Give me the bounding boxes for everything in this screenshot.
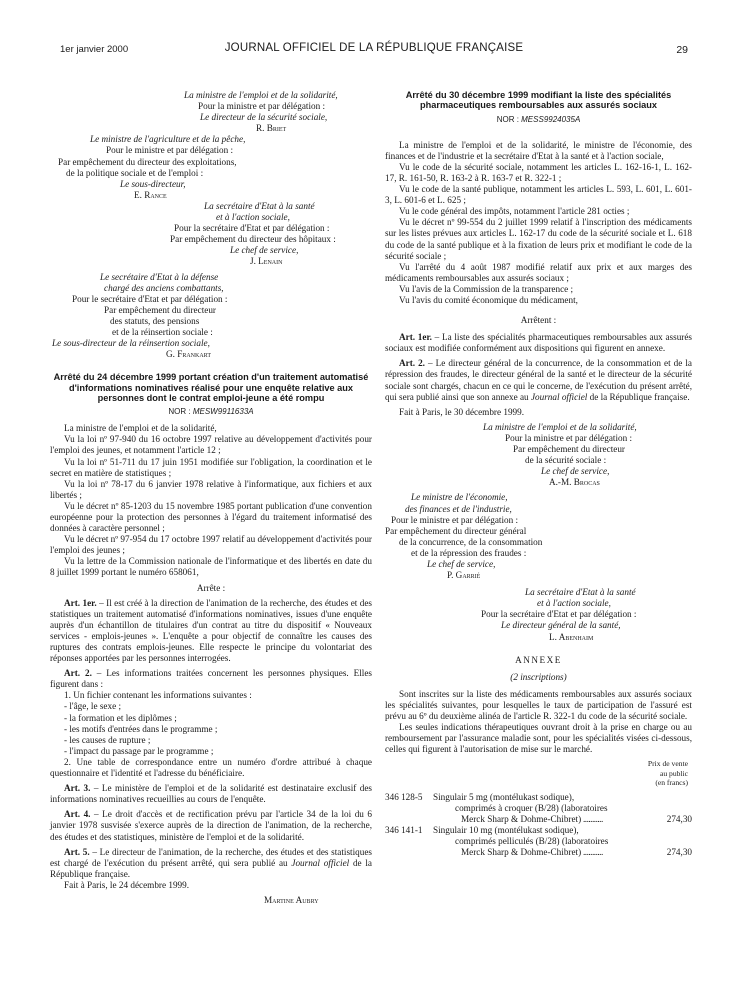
- article-label: Art. 1er.: [64, 597, 97, 608]
- sig-line: La ministre de l'emploi et de la solidarité,: [184, 90, 338, 100]
- sig-line: et de la répression des fraudes :: [411, 547, 527, 558]
- visa: Vu le décret nº 99-554 du 2 juillet 1999 relatif à l'inscription des médicaments sur les listes prévues aux articles L. 162-17 du code de la sécurité sociale et L. 618 du code de la santé publique et à la fixation de leurs prix et modifiant le code de la sécurité sociale ;: [385, 217, 692, 261]
- article-text: – La liste des spécialités pharmaceutiques remboursables aux assurés sociaux est modifiée conformément aux dispositions qui figurent en annexe.: [385, 332, 693, 354]
- nor-label: NOR :: [496, 114, 522, 124]
- product-line: Merck Sharp & Dohme-Chibret): [461, 847, 582, 858]
- sig-line: Pour le secrétaire d'Etat et par délégation :: [72, 293, 228, 304]
- left-column: [50, 90, 372, 906]
- sig-line: Le ministre de l'agriculture et de la pêche,: [90, 134, 246, 145]
- signatory-name: G. Frankart: [166, 349, 211, 360]
- article-label: Art. 1er.: [399, 332, 432, 343]
- annexe-paragraph: Sont inscrites sur la liste des médicaments remboursables aux assurés sociaux les spécialités suivantes, pour lesquelles le taux de participation de l'assuré est prévu au 6º du deuxième alinéa de l'article R. 322-1 du code de la sécurité sociale.: [385, 688, 692, 721]
- article-text: – Le ministère de l'emploi et de la solidarité est destinataire exclusif des informations nominatives recueillies au cours de l'enquête.: [50, 783, 372, 805]
- sig-line: Par empêchement du directeur général: [385, 525, 527, 536]
- sig-line: Le secrétaire d'Etat à la défense: [100, 271, 219, 282]
- signature-block-4: [50, 272, 372, 361]
- article-3: [50, 783, 372, 805]
- sig-line: Le directeur général de la santé,: [501, 620, 621, 631]
- sig-line: La ministre de l'emploi et de la solidarité,: [483, 421, 637, 432]
- article-label: Art. 2.: [64, 668, 92, 679]
- list-item: - la formation et les diplômes ;: [64, 712, 177, 723]
- sig-line: Le sous-directeur de la réinsertion sociale,: [52, 338, 210, 349]
- sig-line: Le directeur de la sécurité sociale,: [200, 112, 328, 123]
- sig-line: des finances et de l'industrie,: [405, 503, 512, 514]
- sig-line: et à l'action sociale,: [216, 212, 290, 223]
- sig-line: Par empêchement du directeur: [104, 304, 216, 315]
- page-number: 29: [676, 44, 688, 56]
- visa: Vu la loi nº 78-17 du 6 janvier 1978 relative à l'informatique, aux fichiers et aux libertés ;: [50, 478, 372, 500]
- article-1: [50, 598, 372, 665]
- arrete-title: Arrêté du 30 décembre 1999 modifiant la liste des spécialités pharmaceutiques remboursables aux assurés sociaux: [405, 90, 672, 111]
- visa: Vu l'avis du comité économique du médicament,: [399, 295, 578, 305]
- journal-name: Journal officiel: [530, 391, 588, 402]
- sig-line: Le chef de service,: [427, 558, 496, 569]
- article-text: – Le droit d'accès et de rectification prévu par l'article 34 de la loi du 6 janvier 1978 susvisée s'exerce auprès de la direction de l'animation, de la recherche, des études et des statistiques, ministère de l'emploi et de la solidarité.: [50, 809, 372, 842]
- nor-label: NOR :: [168, 407, 193, 417]
- product-line: comprimés à croquer (B/28) (laboratoires: [455, 802, 608, 813]
- signature-block-1: [50, 90, 372, 134]
- journal-name: Journal officiel: [291, 857, 350, 868]
- article-1: [385, 332, 692, 354]
- list-item: - l'âge, le sexe ;: [64, 701, 122, 712]
- sig-line: Par empêchement du directeur des exploitations,: [58, 156, 237, 167]
- sig-line: La secrétaire d'Etat à la santé: [525, 587, 636, 598]
- visa: Vu la loi nº 97-940 du 16 octobre 1997 relative au développement d'activités pour l'emploi des jeunes, et notamment l'article 12 ;: [50, 434, 372, 456]
- sig-line: Pour la secrétaire d'Etat et par délégation :: [481, 609, 637, 620]
- signatory-name: L. Abenhaim: [549, 631, 594, 642]
- sig-line: de la politique sociale et de l'emploi :: [66, 167, 204, 178]
- sig-line: et à l'action sociale,: [537, 598, 611, 609]
- signatory-name: E. Rance: [134, 189, 167, 200]
- visa: Vu le code général des impôts, notamment l'article 281 octies ;: [399, 206, 630, 217]
- visa: La ministre de l'emploi et de la solidarité, le ministre de l'économie, des finances et de l'industrie et la secrétaire d'Etat à la santé et à l'action sociale,: [385, 139, 692, 161]
- sig-line: Pour la ministre et par délégation :: [505, 432, 633, 443]
- sig-line: des statuts, des pensions: [110, 315, 200, 326]
- sig-line: Par empêchement du directeur: [513, 444, 625, 455]
- sig-line: Pour le ministre et par délégation :: [106, 145, 234, 156]
- article-5: [50, 847, 372, 880]
- list-item: - l'impact du passage par le programme ;: [64, 745, 214, 756]
- nor-reference: [385, 114, 692, 125]
- journal-title: JOURNAL OFFICIEL DE LA RÉPUBLIQUE FRANÇAISE: [224, 42, 524, 54]
- annexe-paragraph: Les seules indications thérapeutiques ouvrant droit à la prise en charge ou au remboursement par l'assurance maladie sont, pour les spécialités visées ci-dessous, celles qui figurent à l'autorisation de mise sur le marché.: [385, 722, 692, 755]
- price-header-line: (en francs): [655, 778, 688, 788]
- issue-date: 1er janvier 2000: [60, 44, 129, 55]
- article-2: [385, 358, 692, 402]
- arretent-label: Arrêtent :: [520, 315, 557, 326]
- article-label: Art. 5.: [64, 846, 90, 857]
- visa: Vu le décret nº 97-954 du 17 octobre 1997 relatif au développement d'activités pour l'emploi des jeunes ;: [50, 534, 372, 556]
- visa: Vu l'avis de la Commission de la transparence ;: [399, 283, 574, 294]
- signature-block-1: [385, 422, 692, 489]
- sig-line: chargé des anciens combattants,: [104, 282, 224, 293]
- sig-line: Par empêchement du directeur des hôpitaux :: [170, 234, 336, 245]
- arrete-label: Arrête :: [196, 582, 226, 593]
- signatory-name: Martine Aubry: [264, 894, 319, 905]
- signatory-name: A.-M. Brocas: [549, 477, 600, 488]
- sig-line: Pour la ministre et par délégation :: [198, 101, 326, 112]
- product-description: Singulair 5 mg (montélukast sodique), comprimés à croquer (B/28) (laboratoires Merck Sharp & Dohme-Chibret) ...........: [433, 792, 648, 825]
- list-item: [385, 792, 692, 825]
- sig-line: Le sous-directeur,: [120, 178, 186, 189]
- price-column-header: [385, 759, 692, 788]
- product-line: comprimés pelliculés (B/28) (laboratoires: [455, 836, 609, 847]
- article-label: Art. 4.: [64, 809, 91, 820]
- product-code: 346 128-5: [385, 791, 423, 802]
- nor-code: MESS9924035A: [521, 114, 581, 124]
- signature-block-2: [385, 492, 692, 581]
- article-2: [50, 668, 372, 690]
- article-text: – Les informations traitées concernent les personnes physiques. Elles figurent dans :: [50, 668, 373, 690]
- list-item: [385, 825, 692, 858]
- visa: La ministre de l'emploi et de la solidarité,: [64, 423, 217, 434]
- list-item: 2. Une table de correspondance entre un numéro d'ordre attribué à chaque questionnaire et l'identité et l'adresse du bénéficiaire.: [50, 756, 372, 779]
- sig-line: de la concurrence, de la consommation: [399, 536, 543, 547]
- product-description: Singulair 10 mg (montélukast sodique), comprimés pelliculés (B/28) (laboratoires Merck Sharp & Dohme-Chibret) ...........: [433, 825, 648, 858]
- annexe-heading: ANNEXE: [515, 654, 562, 665]
- sig-line: et de la réinsertion sociale :: [112, 326, 213, 337]
- signatory-name: R. Briet: [256, 123, 287, 134]
- fait-line: Fait à Paris, le 30 décembre 1999.: [399, 406, 525, 417]
- product-price: 274,30: [666, 813, 692, 824]
- product-line: Singulair 10 mg (montélukast sodique),: [433, 825, 579, 836]
- sig-line: Le chef de service,: [541, 466, 610, 477]
- visa: Vu le code de la sécurité sociale, notamment les articles L. 162-16-1, L. 162-17, R. 161-50, R. 163-2 à R. 163-7 et R. 322-1 ;: [385, 161, 692, 183]
- sig-line: Le ministre de l'économie,: [411, 492, 508, 503]
- article-label: Art. 3.: [64, 783, 91, 794]
- article-4: [50, 809, 372, 842]
- sig-line: Pour le ministre et par délégation :: [391, 514, 519, 525]
- signature-block-3: [50, 201, 372, 268]
- price-header-line: au public: [659, 768, 688, 778]
- fait-line: Fait à Paris, le 24 décembre 1999.: [64, 879, 190, 890]
- page-header: [60, 42, 688, 58]
- price-header-line: Prix de vente: [647, 759, 688, 769]
- sig-line: La secrétaire d'Etat à la santé: [204, 200, 315, 211]
- list-item: 1. Un fichier contenant les informations suivantes :: [64, 690, 252, 701]
- signatory-name: P. Garrié: [447, 570, 481, 581]
- product-line: Merck Sharp & Dohme-Chibret): [461, 814, 582, 825]
- visa: Vu l'arrêté du 4 août 1987 modifié relatif aux prix et aux marges des médicaments remboursables aux assurés sociaux ;: [385, 261, 692, 283]
- product-line: Singulair 5 mg (montélukast sodique),: [433, 791, 575, 802]
- visa: Vu le code de la santé publique, notamment les articles L. 593, L. 601, L. 601-3, L. 601-6 et L. 625 ;: [385, 184, 692, 206]
- sig-line: de la sécurité sociale :: [525, 455, 607, 466]
- article-text: de la République française.: [587, 391, 690, 402]
- sig-line: Pour la secrétaire d'Etat et par délégation :: [174, 223, 330, 234]
- list-item: - les causes de rupture ;: [64, 734, 151, 745]
- product-code: 346 141-1: [385, 825, 423, 836]
- visa: Vu le décret nº 85-1203 du 15 novembre 1985 portant publication d'une convention européenne pour la protection des personnes à l'égard du traitement informatisé des données à caractère personnel ;: [50, 500, 372, 534]
- article-text: – Le directeur général de la concurrence, de la consommation et de la répression des fraudes, le directeur général de la santé et le directeur de la sécurité sociale sont chargés, chacun en ce qui le concerne, de l'exécution du présent arrêté, qui sera publié ainsi que son annexe au: [385, 358, 692, 402]
- arrete-title: Arrêté du 24 décembre 1999 portant création d'un traitement automatisé d'informations nominatives réalisé pour une enquête relative aux personnes dont le contrat emploi-jeune a été rompu: [53, 372, 369, 403]
- sig-line: Le chef de service,: [230, 245, 299, 256]
- article-text: – Le directeur de l'animation, de la recherche, des études et des statistiques est chargé de l'exécution du présent arrêté, qui sera publié au: [50, 846, 372, 868]
- visa: Vu la loi nº 51-711 du 17 juin 1951 modifiée sur l'obligation, la coordination et le secret en matière de statistiques ;: [50, 456, 372, 478]
- signature-block-2: [50, 134, 372, 201]
- nor-reference: [50, 406, 372, 417]
- article-text: de la République française.: [50, 857, 373, 879]
- product-price: 274,30: [666, 847, 692, 858]
- article-label: Art. 2.: [399, 358, 425, 369]
- nor-code: MESW9911633A: [192, 407, 254, 417]
- signature-block-3: [385, 587, 692, 642]
- article-text: – Il est créé à la direction de l'animation de la recherche, des études et des statistiques un traitement automatisé d'informations nominatives, issues d'une enquête auprès d'un échantillon de titulaires d'un contrat au titre du dispositif « Nouveaux services - emplois-jeunes ». L'enquête a pour objectif de connaître les causes des ruptures des contrats emplois-jeunes. Elle respecte le principe du volontariat des réponses apportées par les personnes interrogées.: [50, 597, 373, 664]
- signatory-name: J. Lenain: [250, 256, 283, 267]
- visa: Vu la lettre de la Commission nationale de l'informatique et des libertés en date du 8 juillet 1999 portant le numéro 658061,: [50, 556, 372, 578]
- right-column: [385, 90, 692, 858]
- list-item: - les motifs d'entrées dans le programme ;: [64, 723, 218, 734]
- inscriptions-count: (2 inscriptions): [510, 671, 567, 682]
